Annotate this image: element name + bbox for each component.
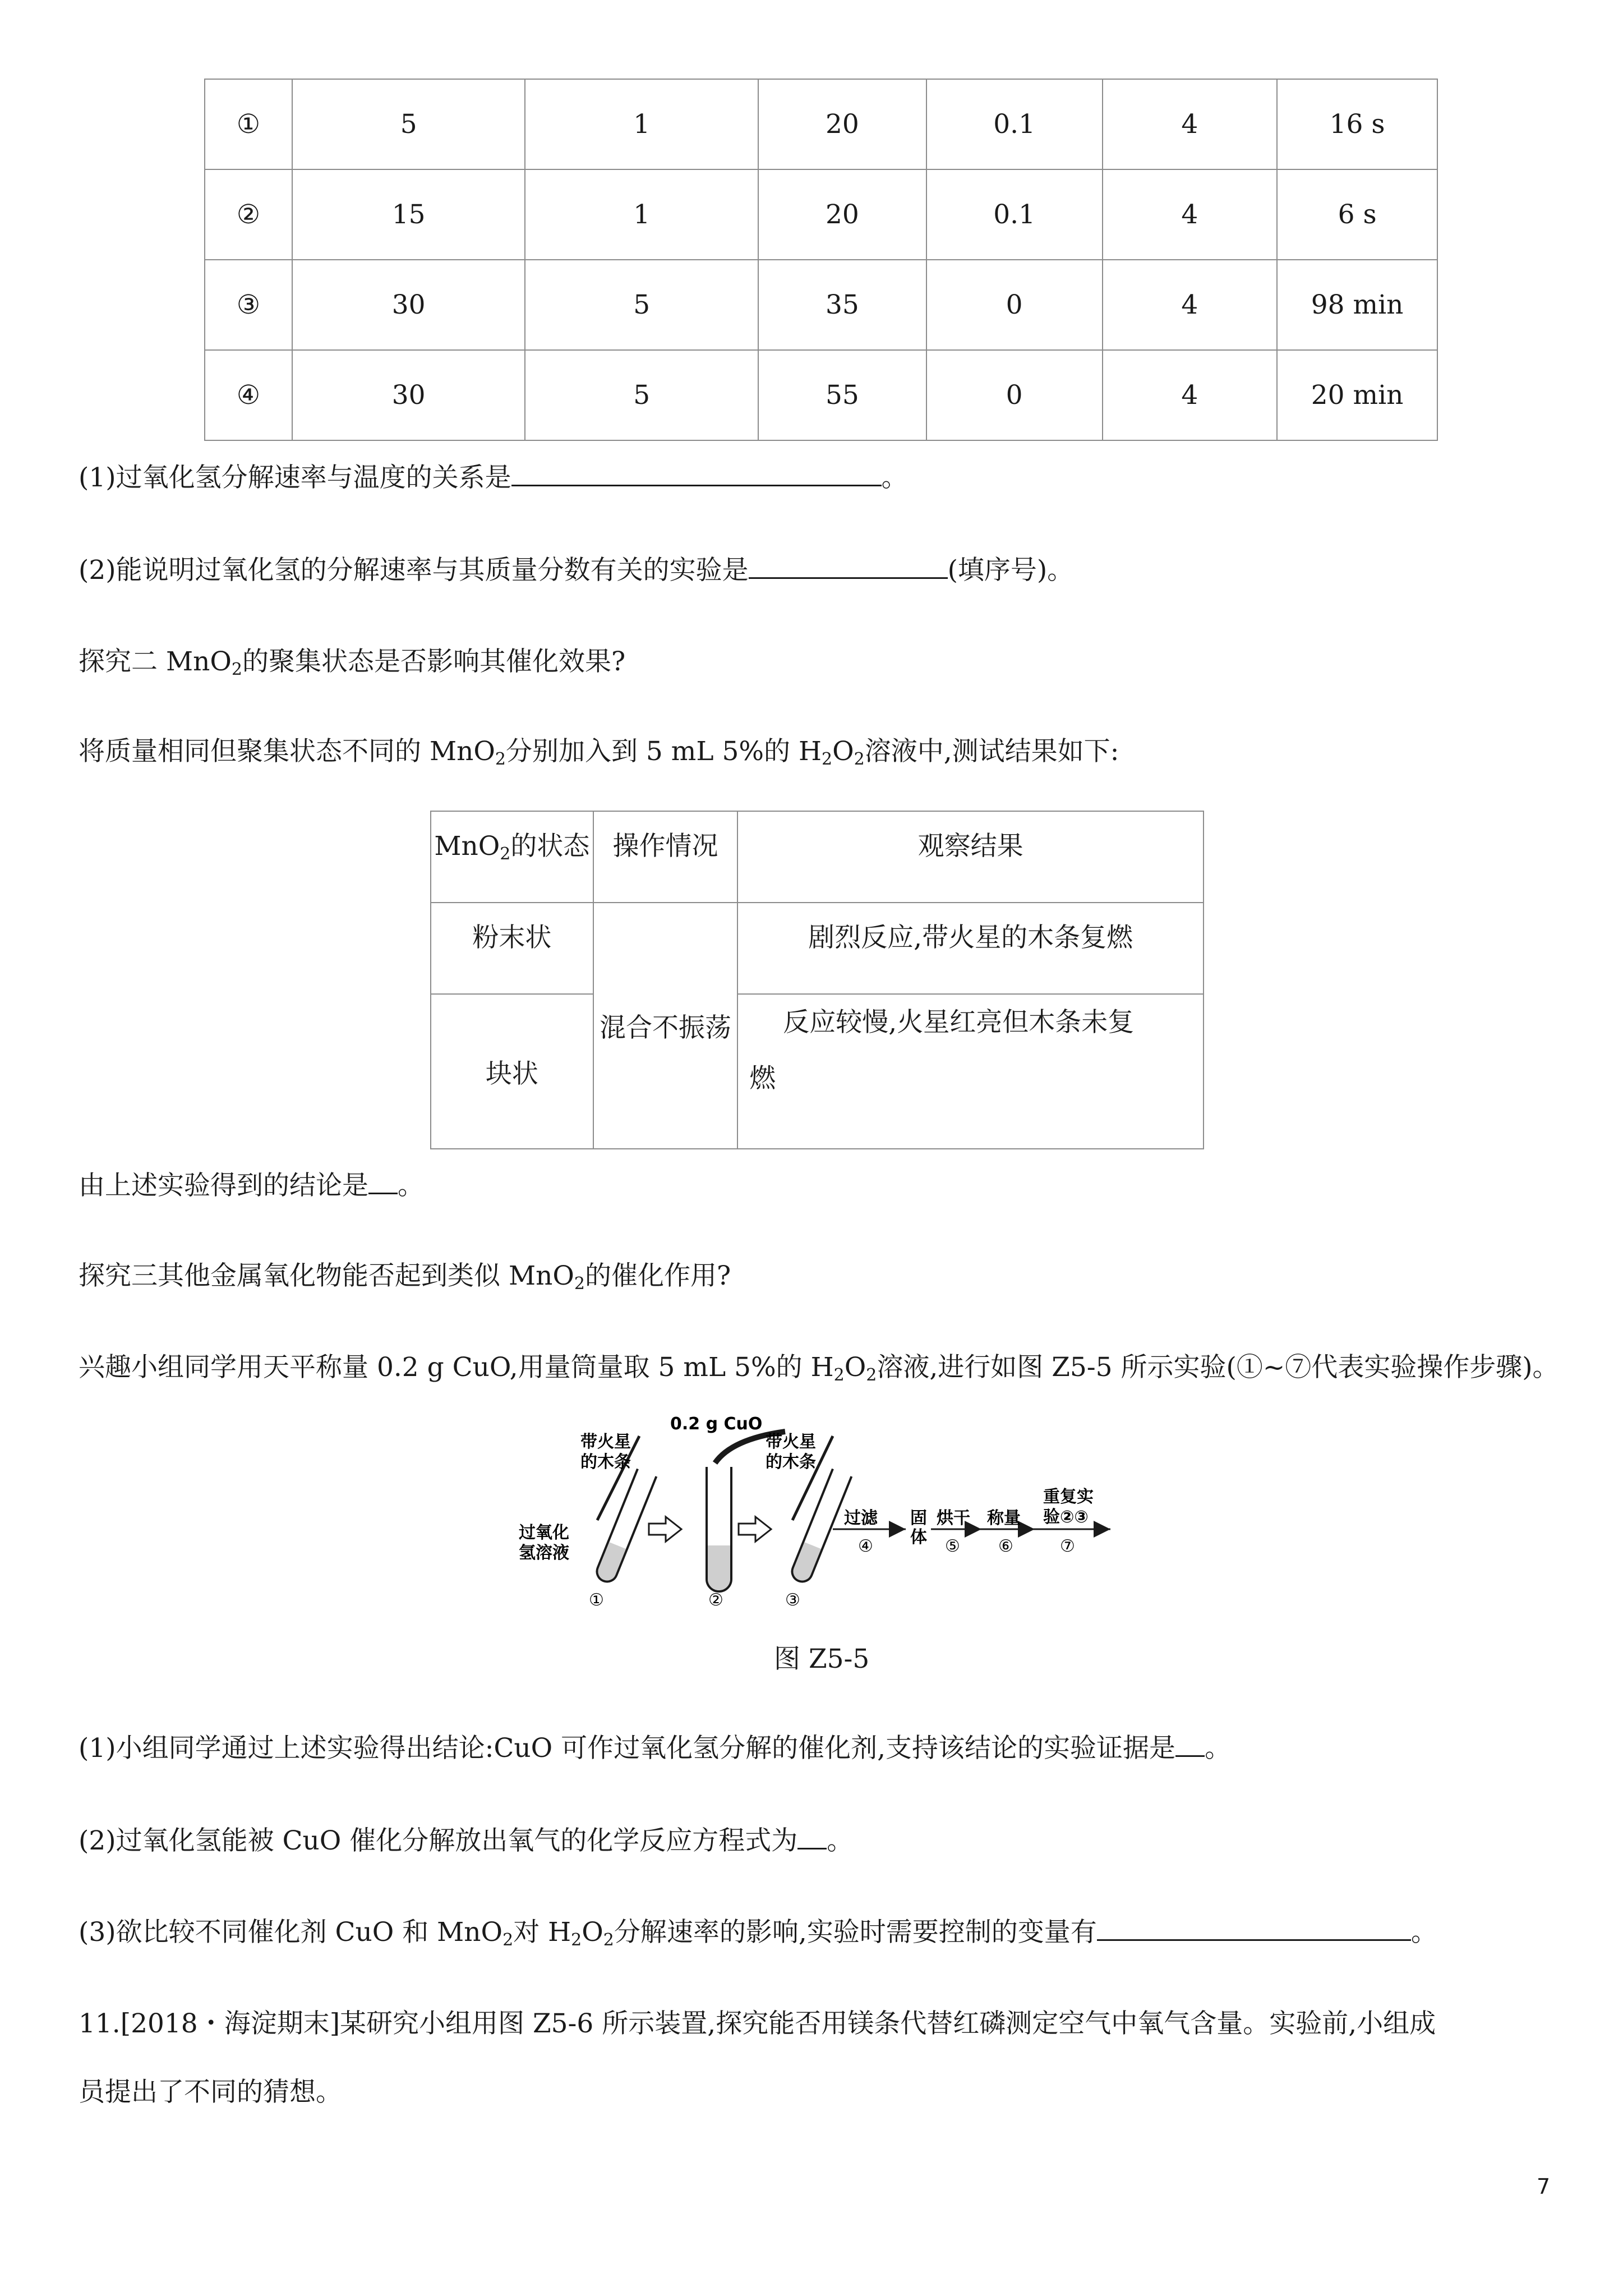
table-row — [205, 169, 1437, 260]
period: 。 — [881, 462, 908, 493]
subscript: 2 — [866, 1365, 877, 1385]
table-cell: 4 — [1103, 260, 1278, 350]
intro-text: O — [844, 1352, 866, 1383]
subscript: 2 — [502, 1930, 514, 1950]
table-cell: 16 s — [1277, 79, 1437, 169]
subscript: 2 — [854, 749, 865, 769]
intro-text: 分别加入到 5 mL 5%的 H — [505, 736, 822, 767]
question-temperature — [79, 460, 908, 495]
cuo-label: 0.2 g CuO — [670, 1414, 763, 1434]
step-4-number: ④ — [858, 1536, 873, 1556]
result-lump — [737, 994, 1204, 1149]
subscript: 2 — [603, 1930, 614, 1950]
answer-blank[interactable] — [1175, 1731, 1205, 1757]
header-result: 观察结果 — [737, 811, 1204, 903]
state-powder: 粉末状 — [431, 903, 593, 994]
period: 。 — [398, 1170, 424, 1201]
header-text: MnO — [434, 831, 500, 862]
weigh-label: 称量 — [987, 1508, 1021, 1528]
table-row — [205, 260, 1437, 350]
result-line: 反应较慢,火星红亮但木条未复 — [783, 1007, 1135, 1038]
answer-blank[interactable] — [368, 1168, 398, 1194]
explore-two-heading — [79, 645, 625, 679]
question-11-line-2: 员提出了不同的猜想。 — [79, 2077, 342, 2108]
table-cell: 30 — [292, 350, 525, 440]
heading-text: 探究二 MnO — [79, 646, 232, 677]
table-cell: 55 — [758, 350, 926, 440]
table-cell: 5 — [292, 79, 525, 169]
intro-text: 将质量相同但聚集状态不同的 MnO — [79, 736, 495, 767]
table-row — [205, 350, 1437, 440]
answer-blank[interactable] — [797, 1823, 827, 1849]
table-row — [205, 79, 1437, 169]
answer-blank[interactable] — [511, 460, 882, 486]
subscript: 2 — [574, 1274, 585, 1294]
header-operation: 操作情况 — [593, 811, 738, 903]
result-powder: 剧烈反应,带火星的木条复燃 — [737, 903, 1204, 994]
result-line: 燃 — [749, 1063, 776, 1094]
step-6-number: ⑥ — [998, 1536, 1013, 1556]
hollow-arrow-icon — [739, 1517, 771, 1542]
table-cell: ② — [205, 169, 292, 260]
test-tube-1-icon — [594, 1469, 656, 1585]
question-text: 分解速率的影响,实验时需要控制的变量有 — [614, 1917, 1097, 1948]
table-cell: ④ — [205, 350, 292, 440]
test-tube-3-icon — [789, 1469, 851, 1585]
dry-label: 烘干 — [937, 1508, 970, 1528]
table-cell: 35 — [758, 260, 926, 350]
table-header-row — [431, 811, 1204, 903]
question-text: (2)能说明过氧化氢的分解速率与其质量分数有关的实验是 — [79, 555, 749, 586]
subscript: 2 — [231, 660, 242, 679]
experiment-data-table — [204, 79, 1438, 441]
table-cell: ① — [205, 79, 292, 169]
explore-three-heading — [79, 1259, 731, 1293]
table-cell: 0.1 — [926, 169, 1103, 260]
intro-text: O — [832, 736, 854, 767]
period: 。 — [1205, 1733, 1232, 1764]
table-cell: 20 — [758, 169, 926, 260]
table-cell: 1 — [525, 79, 758, 169]
table-cell: 30 — [292, 260, 525, 350]
header-state — [431, 811, 593, 903]
mno2-state-table — [430, 811, 1204, 1149]
question-evidence — [79, 1731, 1231, 1765]
explore-three-intro — [79, 1351, 1559, 1384]
test-tube-2-icon — [707, 1467, 731, 1591]
splint-3-label: 带火星的木条 — [766, 1432, 816, 1472]
subscript: 2 — [495, 749, 506, 769]
period: 。 — [1410, 1917, 1437, 1948]
table-cell: 0 — [926, 260, 1103, 350]
question-text: (1)小组同学通过上述实验得出结论:CuO 可作过氧化氢分解的催化剂,支持该结论的实验证据是 — [79, 1733, 1176, 1764]
table-cell: ③ — [205, 260, 292, 350]
answer-blank[interactable] — [749, 553, 948, 579]
heading-text: 的聚集状态是否影响其催化效果? — [242, 646, 626, 677]
heading-text: 探究三其他金属氧化物能否起到类似 MnO — [79, 1260, 574, 1291]
intro-text: 溶液中,测试结果如下: — [864, 736, 1119, 767]
operation-merged: 混合不振荡 — [593, 903, 738, 1149]
tube-2-number: ② — [708, 1590, 723, 1610]
heading-text: 的催化作用? — [584, 1260, 731, 1291]
table-cell: 4 — [1103, 79, 1278, 169]
subscript: 2 — [833, 1365, 845, 1385]
question-text: (1)过氧化氢分解速率与温度的关系是 — [79, 462, 511, 493]
question-variables — [79, 1915, 1437, 1949]
question-text: 对 H — [513, 1917, 571, 1948]
subscript: 2 — [500, 844, 511, 864]
question-text: O — [582, 1917, 603, 1948]
step-7-number: ⑦ — [1060, 1536, 1075, 1556]
question-tail: (填序号)。 — [947, 555, 1074, 586]
answer-blank[interactable] — [1097, 1915, 1411, 1941]
table-cell: 4 — [1103, 350, 1278, 440]
table-cell: 20 — [758, 79, 926, 169]
hollow-arrow-icon — [649, 1517, 681, 1542]
question-text: (3)欲比较不同催化剂 CuO 和 MnO — [79, 1917, 503, 1948]
question-concentration — [79, 553, 1073, 587]
tube-3-number: ③ — [785, 1590, 800, 1610]
page-number: 7 — [1537, 2174, 1551, 2199]
table-cell: 5 — [525, 350, 758, 440]
intro-text: 溶液,进行如图 Z5-5 所示实验(①~⑦代表实验操作步骤)。 — [877, 1352, 1559, 1383]
table-cell: 15 — [292, 169, 525, 260]
table-cell: 5 — [525, 260, 758, 350]
subscript: 2 — [571, 1930, 582, 1950]
tube-1-number: ① — [589, 1590, 604, 1610]
intro-text: 兴趣小组同学用天平称量 0.2 g CuO,用量筒量取 5 mL 5%的 H — [79, 1352, 834, 1383]
table-cell: 0 — [926, 350, 1103, 440]
state-lump: 块状 — [431, 994, 593, 1149]
table-row — [431, 994, 1204, 1149]
h2o2-label: 过氧化氢溶液 — [519, 1523, 569, 1563]
step-5-number: ⑤ — [945, 1536, 960, 1556]
conclusion-two — [79, 1168, 424, 1203]
table-cell: 1 — [525, 169, 758, 260]
header-text: 的状态 — [510, 831, 590, 862]
subscript: 2 — [821, 749, 833, 769]
table-cell: 0.1 — [926, 79, 1103, 169]
table-cell: 6 s — [1277, 169, 1437, 260]
figure-caption: 图 Z5-5 — [774, 1644, 870, 1674]
table-cell: 4 — [1103, 169, 1278, 260]
table-row — [431, 903, 1204, 994]
question-text: (2)过氧化氢能被 CuO 催化分解放出氧气的化学反应方程式为 — [79, 1825, 798, 1856]
question-text: 由上述实验得到的结论是 — [79, 1170, 368, 1201]
table-cell: 20 min — [1277, 350, 1437, 440]
table-cell: 98 min — [1277, 260, 1437, 350]
period: 。 — [827, 1825, 854, 1856]
question-equation — [79, 1823, 853, 1858]
filter-label: 过滤 — [844, 1508, 878, 1528]
experiment-figure — [519, 1414, 1113, 1610]
repeat-label: 重复实验②③ — [1043, 1487, 1094, 1527]
question-11-line-1: 11.[2018・海淀期末]某研究小组用图 Z5-6 所示装置,探究能否用镁条代替红磷测定空气中氧气含量。实验前,小组成 — [79, 2008, 1436, 2039]
solid-label: 固体 — [910, 1508, 927, 1547]
explore-two-intro — [79, 735, 1119, 769]
splint-1-label: 带火星的木条 — [580, 1432, 631, 1472]
